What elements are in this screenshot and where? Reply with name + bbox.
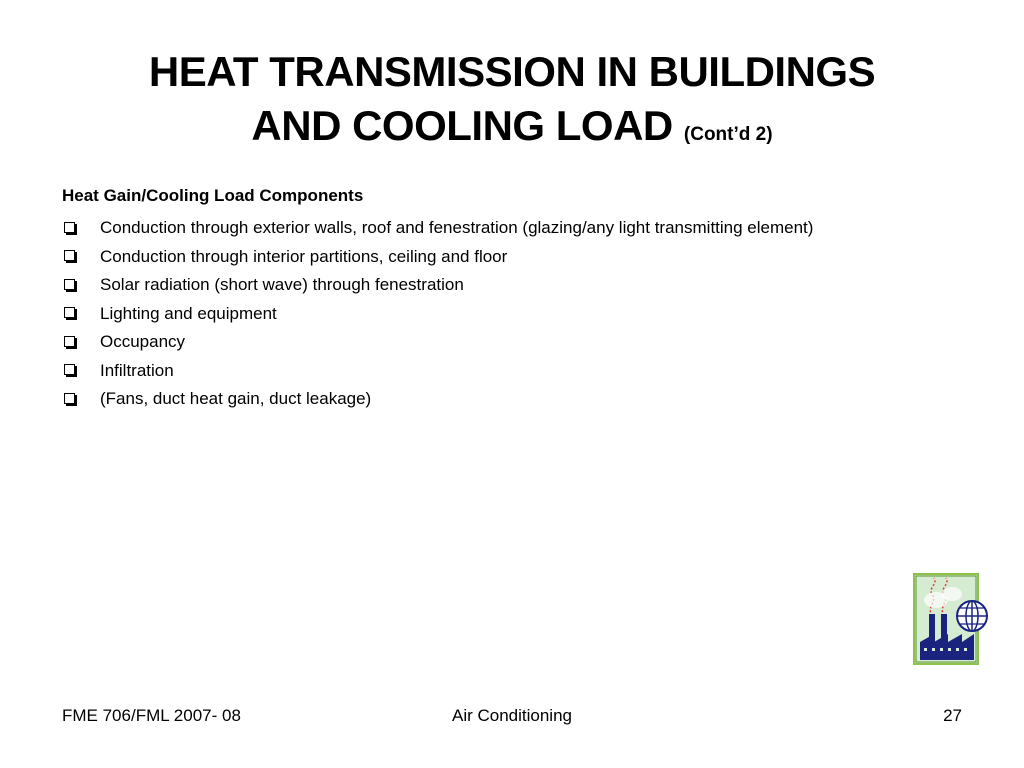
bullet-item bbox=[62, 357, 813, 386]
bullet-item bbox=[62, 328, 813, 357]
footer-topic: Air Conditioning bbox=[451, 706, 572, 725]
checkbox-bullet-icon bbox=[64, 279, 75, 290]
bullet-item bbox=[62, 300, 813, 329]
checkbox-bullet-icon bbox=[64, 222, 75, 233]
bullet-text: Conduction through interior partitions, ceiling and floor bbox=[100, 246, 508, 266]
bullet-item bbox=[62, 243, 813, 272]
bullet-text: (Fans, duct heat gain, duct leakage) bbox=[100, 389, 372, 408]
footer-course: FME 706/FML 2007- 08 bbox=[62, 706, 241, 725]
bullet-item bbox=[62, 271, 813, 300]
bullet-text: Occupancy bbox=[100, 332, 186, 351]
footer-page-number: 27 bbox=[943, 706, 962, 725]
slide-title bbox=[40, 45, 984, 162]
section-heading: Heat Gain/Cooling Load Components bbox=[62, 186, 364, 205]
checkbox-bullet-icon bbox=[64, 307, 75, 318]
bullet-text: Lighting and equipment bbox=[100, 303, 277, 323]
checkbox-bullet-icon bbox=[64, 393, 75, 404]
checkbox-bullet-icon bbox=[64, 336, 75, 347]
bullet-item bbox=[62, 214, 813, 243]
factory-globe-logo-icon bbox=[912, 572, 992, 666]
bullet-text: Solar radiation (short wave) through fenestration bbox=[100, 275, 464, 294]
bullet-text: Conduction through exterior walls, roof and fenestration (glazing/any light transmitting element) bbox=[100, 218, 814, 237]
title-suffix: (Cont’d 2) bbox=[683, 124, 773, 145]
title-line-2 bbox=[40, 99, 984, 162]
title-line-1: HEAT TRANSMISSION IN BUILDINGS bbox=[148, 48, 876, 95]
bullet-list bbox=[62, 214, 813, 414]
bullet-text: Infiltration bbox=[100, 360, 174, 380]
checkbox-bullet-icon bbox=[64, 250, 75, 261]
bullet-item bbox=[62, 385, 813, 414]
title-line-2-text: AND COOLING LOAD bbox=[251, 102, 673, 149]
checkbox-bullet-icon bbox=[64, 364, 75, 375]
